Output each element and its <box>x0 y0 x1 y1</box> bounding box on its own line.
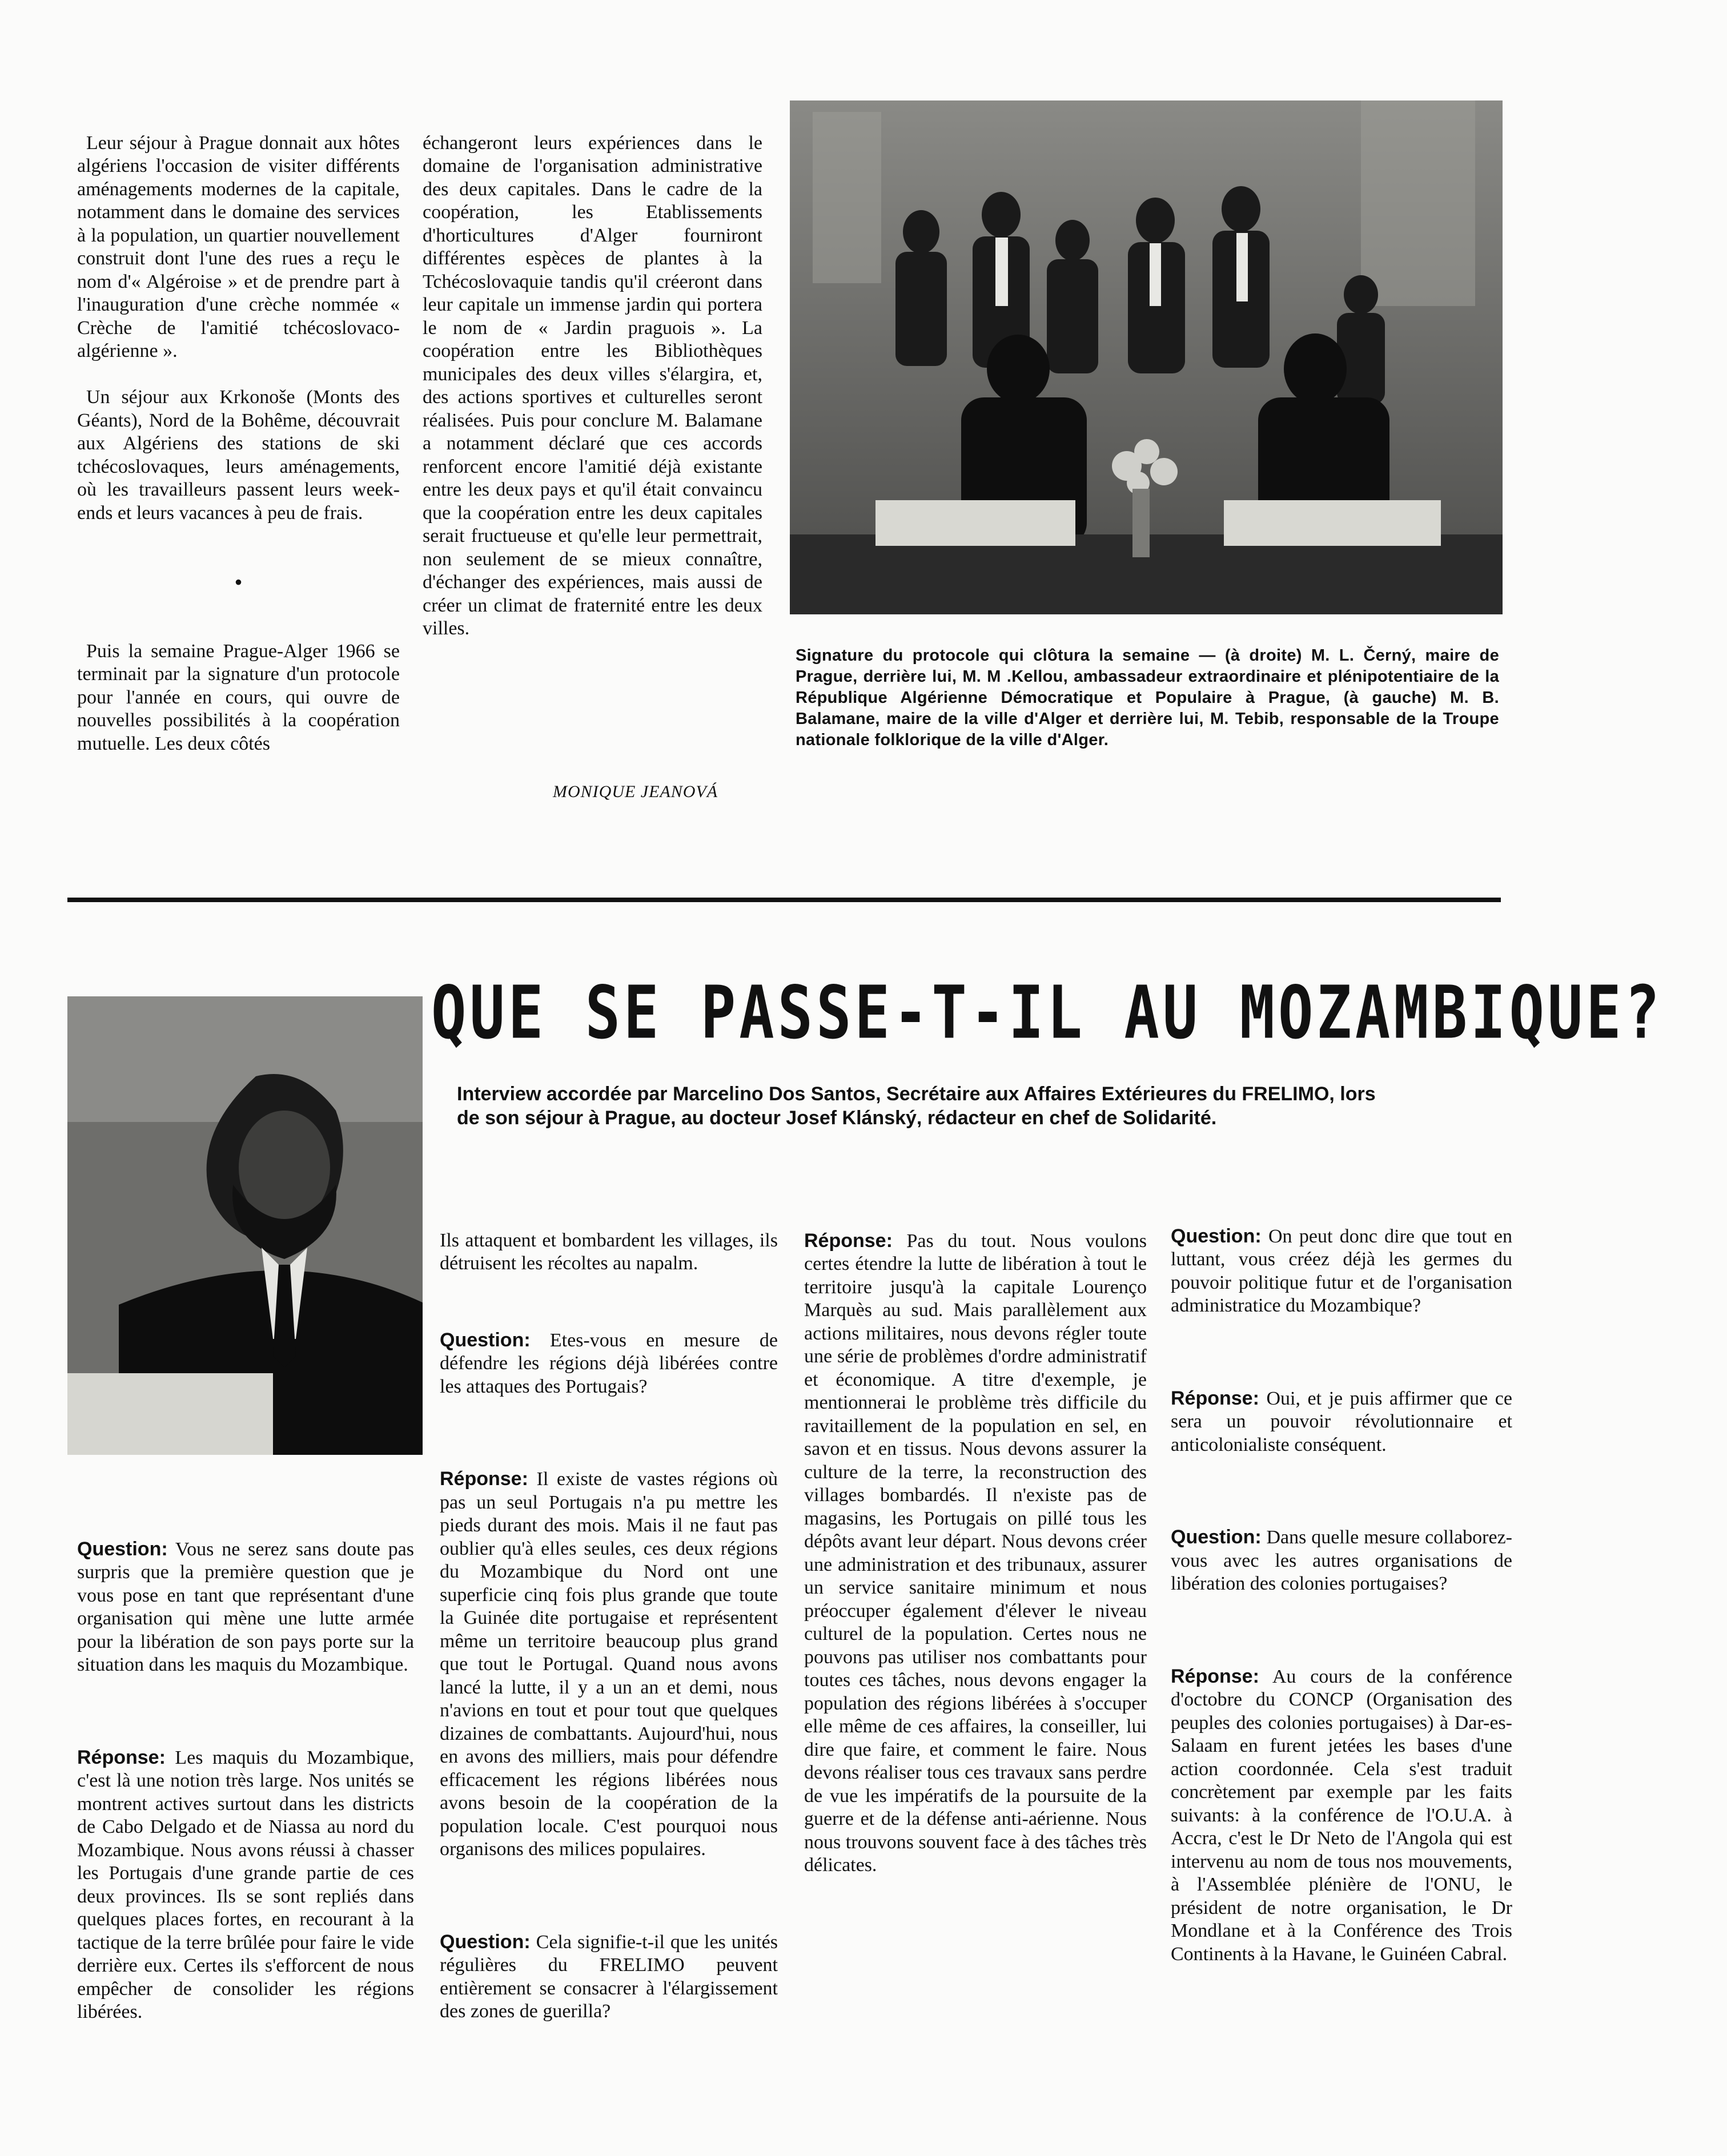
article-subhead: Interview accordée par Marcelino Dos Santos, Secrétaire aux Affaires Extérieures du FRELIMO, lors de son séjour à Prague, au docteur Josef Klánský, rédacteur en chef de Solidarité. <box>457 1083 1376 1129</box>
answer-text: Les maquis du Mozambique, c'est là une notion très large. Nos unités se montrent actives surtout dans les districts de Cabo Delgado et de Niassa au nord du Mozambique. Nous avons réussi à chasser les Portugais d'une grande partie de ces deux provinces. Ils se sont repliés dans quelques places fortes, en recourant à la tactique de la terre brûlée pour faire le vide derrière eux. Certes ils s'efforcent de nous empêcher de consolider les régions libérées. <box>77 1747 414 2022</box>
section-divider <box>67 898 1501 902</box>
paragraph: échangeront leurs expériences dans le domaine de l'organisation administrative des deux capitales. Dans le cadre de la coopération, les Etablissements d'horticultures d'Alger fourniront différentes espèces de plantes à la Tchécoslovaquie tandis qu'il créeront dans leur capitale un immense jardin qui portera le nom de « Jardin praguois ». La coopération entre les Bibliothèques municipales des deux villes s'élargira, et, des actions sportives et culturelles seront réalisées. Puis pour conclure M. Balamane a notamment déclaré que ces accords renforcent encore l'amitié déjà existante entre les deux pays et qu'il était convaincu que la coopération entre les deux capitales serait fructueuse et qu'elle leur permettrait, non seulement de se mieux connaître, d'échanger des expériences, mais aussi de créer un climat de fraternité entre les deux villes. <box>423 132 762 639</box>
answer-text: Il existe de vastes régions où pas un seul Portugais n'a pu mettre les pieds durant des mois. Mais il ne faut pas oublier qu'à elles seules, ces deux régions du Mozambique du Nord ont une superficie cinq fois plus grande que toute la Guinée dite portugaise et représentent même un territoire beaucoup plus grand que tout le Portugal. Quand nous avons lancé la lutte, il y a un an et demi, nous n'avions en tout et pour tout que quelques dizaines de combattants. Aujourd'hui, nous en avons des milliers, mais pour défendre efficacement les régions libérées nous avons besoin de la coopération de la population locale. C'est pourquoi nous organisons des milices populaires. <box>440 1469 778 1860</box>
article-column-2 <box>440 1206 778 2046</box>
paragraph-gap <box>440 1298 778 1305</box>
question-text: On peut donc dire que tout en luttant, vous créez déjà les germes du pouvoir politique futur et de l'organisation administratice du Mozambique? <box>1171 1225 1512 1316</box>
question-label: Question: <box>440 1930 531 1953</box>
paragraph-gap <box>440 1422 778 1445</box>
question-text: Cela signifie-t-il que les unités régulières du FRELIMO peuvent entièrement se consacrer à l'élargissement des zones de guerilla? <box>440 1931 778 2022</box>
question-text: Vous ne serez sans doute pas surpris que la première question que je vous pose en tant que représentant d'une organisation qui mène une lutte armée pour la libération de son pays porte sur la situation dans les maquis du Mozambique. <box>77 1538 414 1675</box>
author-signature: MONIQUE JEANOVÁ <box>553 782 718 801</box>
photo-caption: Signature du protocole qui clôtura la semaine — (à droite) M. L. Černý, maire de Prague, derrière lui, M. M .Kellou, ambassadeur extraordinaire et plénipotentiaire de la République Algérienne Démocratique et Populaire à Prague, (à gauche) M. B. Balamane, maire de la ville d'Alger et derrière lui, M. Tebib, responsable de la Troupe nationale folklorique de la ville d'Alger. <box>796 646 1499 749</box>
answer-continuation <box>440 1229 778 1276</box>
paragraph-gap <box>77 1700 414 1723</box>
interview-answer <box>77 1746 414 2024</box>
interview-question <box>440 1329 778 1399</box>
question-label: Question: <box>1171 1526 1262 1548</box>
paragraph-gap <box>1171 1480 1512 1503</box>
photo-illustration <box>790 100 1503 614</box>
paragraph: Puis la semaine Prague-Alger 1966 se terminait par la signature d'un protocole pour l'année en cours, qui ouvre de nouvelles possibilités à la coopération mutuelle. Les deux côtés <box>77 640 400 754</box>
signing-ceremony-photo <box>790 100 1503 614</box>
question-label: Question: <box>1171 1225 1262 1247</box>
article-column-3 <box>804 1206 1147 1900</box>
article-column-1 <box>77 1514 414 2047</box>
question-label: Question: <box>440 1329 531 1351</box>
answer-label: Réponse: <box>77 1746 166 1768</box>
interview-answer <box>440 1467 778 1861</box>
portrait-illustration <box>67 996 423 1455</box>
interview-question <box>1171 1526 1512 1596</box>
portrait-photo <box>67 996 423 1455</box>
paragraph-gap <box>1171 1341 1512 1363</box>
question-text: Dans quelle mesure collaborez-vous avec les autres organisations de libération des colonies portugaises? <box>1171 1527 1512 1594</box>
answer-label: Réponse: <box>440 1468 528 1490</box>
answer-text: Oui, et je puis affirmer que ce sera un pouvoir révolutionnaire et anticolonialiste conséquent. <box>1171 1387 1512 1455</box>
interview-answer <box>804 1229 1147 1877</box>
interview-question <box>440 1930 778 2024</box>
interview-question <box>77 1538 414 1677</box>
question-label: Question: <box>77 1538 168 1560</box>
answer-label: Réponse: <box>1171 1387 1259 1409</box>
top-column-1 <box>77 108 400 779</box>
article-headline: QUE SE PASSE-T-IL AU MOZAMBIQUE? <box>431 971 1664 1056</box>
answer-text: Ils attaquent et bombardent les villages, ils détruisent les récoltes au napalm. <box>440 1229 778 1274</box>
answer-label: Réponse: <box>804 1229 893 1252</box>
article-column-4 <box>1171 1201 1512 1989</box>
top-column-2 <box>423 108 762 663</box>
paragraph-gap <box>440 1884 778 1907</box>
section-bullet: • <box>234 569 243 595</box>
answer-label: Réponse: <box>1171 1665 1259 1687</box>
paragraph-gap <box>1171 1619 1512 1642</box>
question-text: Etes-vous en mesure de défendre les régions déjà libérées contre les attaques des Portugais? <box>440 1329 778 1397</box>
interview-answer <box>1171 1665 1512 1966</box>
interview-question <box>1171 1225 1512 1318</box>
answer-text: Au cours de la conférence d'octobre du CONCP (Organisation des peuples des colonies portugaises) à Dar-es-Salaam en furent jetées les bases d'une action coordonnée. Cela s'est traduit concrètement par exemple par les faits suivants: à la conférence de l'O.U.A. à Accra, c'est le Dr Neto de l'Angola qui est intervenu au nom de tous nos mouvements, à l'Assemblée plénière de l'ONU, le président de notre organisation, le Dr Mondlane et à la Conférence des Trois Continents à la Havane, le Guinéen Cabral. <box>1171 1666 1512 1965</box>
paragraph: Un séjour aux Krkonoše (Monts des Géants), Nord de la Bohême, découvrait aux Algériens des stations de ski tchécoslovaques, leurs aménagements, où les travailleurs passent leurs week-ends et leurs vacances à peu de frais. <box>77 387 400 524</box>
paragraph: Leur séjour à Prague donnait aux hôtes algériens l'occasion de visiter différents aménagements modernes de la capitale, notamment dans le domaine des services à la population, un quartier nouvellement construit dont l'une des rues a reçu le nom d'« Algéroise » et de prendre part à l'inauguration d'une crèche nommée « Crèche de l'amitié tchécoslovaco-algérienne ». <box>77 132 400 361</box>
interview-answer <box>1171 1387 1512 1457</box>
answer-text: Pas du tout. Nous voulons certes étendre la lutte de libération à tout le territoire jusqu'à la capitale Lourenço Marquès au sud. Mais parallèlement aux actions militaires, nous devons régler toute une série de problèmes d'ordre administratif et économique. A titre d'exemple, je mentionnerai le problème très difficile du ravitaillement de la population en sel, en savon et en tissus. Nous devons assurer la culture de la terre, la reconstruction des villages bombardés. Il n'existe pas de magasins, les Portugais on pillé tous les dépôts avant leur départ. Nous devons créer une administration et des tribunaux, assurer un service sanitaire minimum et nous préoccuper également d'élever le niveau culturel de la population. Certes nous ne pouvons pas utiliser nos combattants pour toutes ces tâches, nous devons engager la population des régions libérées à s'occuper elle même de ces affaires, la conseiller, lui dire que faire, et comment le faire. Nous devons réaliser tous ces travaux sans perdre de vue les impératifs de la poursuite de la guerre et de la défense anti-aérienne. Nous nous trouvons souvent face à des tâches très délicates. <box>804 1230 1147 1876</box>
